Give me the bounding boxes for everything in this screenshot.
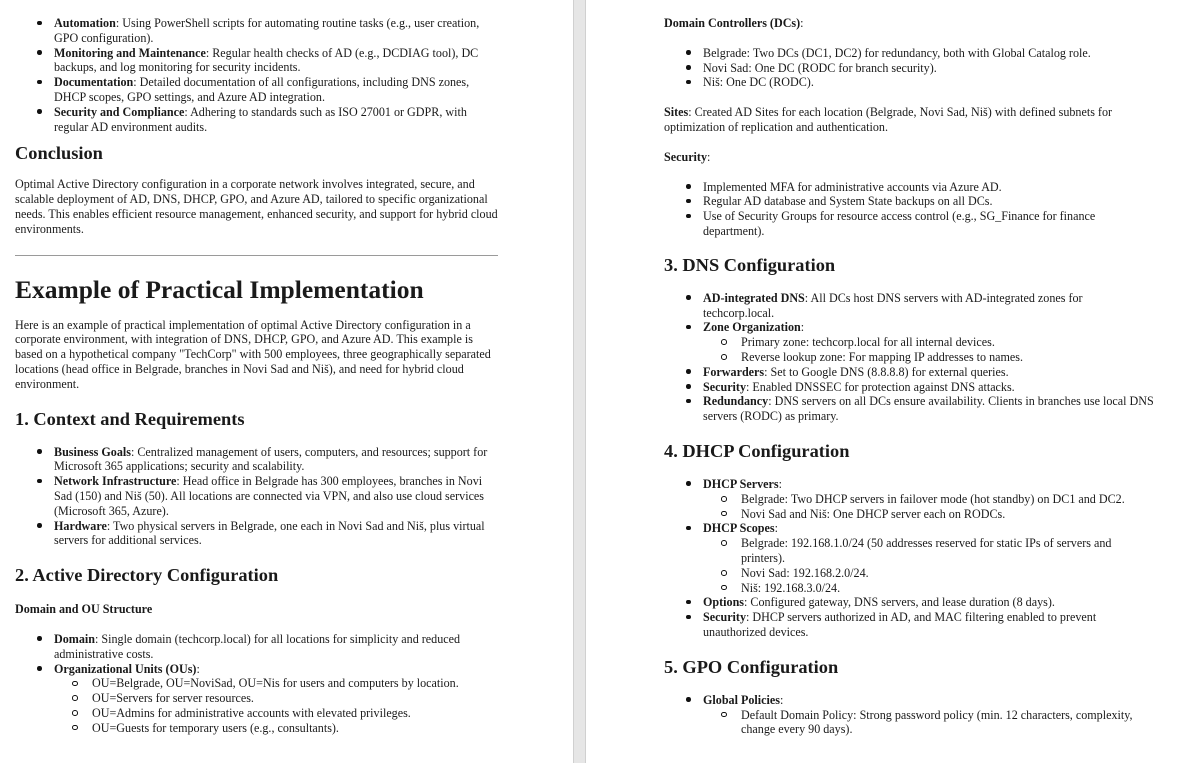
list-item: Options: Configured gateway, DNS servers, and lease duration (8 days).: [664, 595, 1154, 610]
domain-ou-heading: Domain and OU Structure: [15, 602, 153, 617]
list-item: Global Policies: Default Domain Policy: Strong password policy (min. 12 characters, complexity, change every 90 days).: [664, 693, 1154, 737]
list-item: OU=Servers for server resources.: [54, 691, 500, 706]
list-item: AD-integrated DNS: All DCs host DNS servers with AD-integrated zones for techcorp.local.: [664, 291, 1154, 321]
domain-list: [15, 632, 500, 736]
right-page: [664, 0, 1154, 763]
ou-sublist: [54, 676, 500, 735]
sites-paragraph: Sites: Created AD Sites for each location (Belgrade, Novi Sad, Niš) with defined subnets for optimization of replication and authentication.: [664, 105, 1113, 134]
list-item: DHCP Scopes: Belgrade: 192.168.1.0/24 (50 addresses reserved for static IPs of servers and printers). Novi Sad: 192.168.2.0/24. Niš: 192.168.3.0/24.: [664, 521, 1154, 595]
gpo-global-sublist: [703, 708, 1154, 738]
horizontal-rule: [15, 255, 498, 256]
conclusion-text: Optimal Active Directory configuration in a corporate network involves integrated, secure, and scalable deployment of AD, DNS, DHCP, GPO, and Azure AD, tailored to specific organizational needs. This enables efficient resource management, enhanced security, and support for hybrid cloud environments.: [15, 177, 498, 236]
section-4-heading: 4. DHCP Configuration: [664, 440, 850, 461]
domain-controllers-heading: Domain Controllers (DCs):: [664, 16, 804, 30]
list-item: Novi Sad and Niš: One DHCP server each on RODCs.: [703, 507, 1154, 522]
list-item: Use of Security Groups for resource access control (e.g., SG_Finance for finance department).: [664, 209, 1154, 239]
list-item: Network Infrastructure: Head office in Belgrade has 300 employees, branches in Novi Sad (150) and Niš (50). All locations are connected via VPN, and also use cloud services (Microsoft 365, Azure).: [15, 474, 500, 518]
list-item: Default Domain Policy: Strong password policy (min. 12 characters, complexity, change every 90 days).: [703, 708, 1154, 738]
security-label: Security:: [664, 149, 711, 164]
list-item: OU=Admins for administrative accounts with elevated privileges.: [54, 706, 500, 721]
list-item: Niš: One DC (RODC).: [664, 75, 1154, 90]
security-list: [664, 180, 1154, 239]
list-item: Reverse lookup zone: For mapping IP addresses to names.: [703, 350, 1154, 365]
left-page: [15, 0, 500, 763]
list-item: Niš: 192.168.3.0/24.: [703, 581, 1154, 596]
list-item: Implemented MFA for administrative accounts via Azure AD.: [664, 180, 1154, 195]
list-item: Belgrade: 192.168.1.0/24 (50 addresses reserved for static IPs of servers and printers).: [703, 536, 1154, 566]
requirements-list: [15, 445, 500, 549]
gpo-list: [664, 693, 1154, 737]
list-item: Business Goals: Centralized management of users, computers, and resources; support for Microsoft 365 applications; security and scalability.: [15, 445, 500, 475]
dhcp-scopes-sublist: [703, 536, 1154, 595]
list-item: Forwarders: Set to Google DNS (8.8.8.8) for external queries.: [664, 365, 1154, 380]
list-item: Monitoring and Maintenance: Regular health checks of AD (e.g., DCDIAG tool), DC backups, and log monitoring for security incidents.: [15, 46, 500, 76]
list-item: Novi Sad: One DC (RODC for branch security).: [664, 61, 1154, 76]
list-item: Zone Organization: Primary zone: techcorp.local for all internal devices. Reverse lookup zone: For mapping IP addresses to names.: [664, 320, 1154, 364]
list-item: Belgrade: Two DCs (DC1, DC2) for redundancy, both with Global Catalog role.: [664, 46, 1154, 61]
section-2-heading: 2. Active Directory Configuration: [15, 565, 279, 586]
list-item: Organizational Units (OUs): OU=Belgrade, OU=NoviSad, OU=Nis for users and computers by location. OU=Servers for server resources. OU=Admins for administrative accounts with elevated privileges. OU=Guests for temporary users (e.g., consultants).: [15, 662, 500, 736]
dhcp-servers-sublist: [703, 492, 1154, 522]
list-item: Novi Sad: 192.168.2.0/24.: [703, 566, 1154, 581]
section-5-heading: 5. GPO Configuration: [664, 656, 839, 677]
section-1-heading: 1. Context and Requirements: [15, 408, 245, 429]
conclusion-heading: Conclusion: [15, 143, 103, 164]
zone-sublist: [703, 335, 1154, 365]
list-item: Primary zone: techcorp.local for all internal devices.: [703, 335, 1154, 350]
list-item: Hardware: Two physical servers in Belgrade, one each in Novi Sad and Niš, plus virtual servers for additional services.: [15, 519, 500, 549]
list-item: Automation: Using PowerShell scripts for automating routine tasks (e.g., user creation, GPO configuration).: [15, 16, 500, 46]
section-3-heading: 3. DNS Configuration: [664, 254, 836, 275]
list-item: Security: DHCP servers authorized in AD, and MAC filtering enabled to prevent unauthorized devices.: [664, 610, 1154, 640]
dns-list: [664, 291, 1154, 424]
list-item: Regular AD database and System State backups on all DCs.: [664, 194, 1154, 209]
list-item: Redundancy: DNS servers on all DCs ensure availability. Clients in branches use local DNS servers (RODC) as primary.: [664, 394, 1154, 424]
list-item: DHCP Servers: Belgrade: Two DHCP servers in failover mode (hot standby) on DC1 and DC2. Novi Sad and Niš: One DHCP server each on RODCs.: [664, 477, 1154, 521]
list-item: OU=Belgrade, OU=NoviSad, OU=Nis for users and computers by location.: [54, 676, 500, 691]
list-item: Domain: Single domain (techcorp.local) for all locations for simplicity and reduced administrative costs.: [15, 632, 500, 662]
dc-list: [664, 46, 1154, 90]
list-item: Security: Enabled DNSSEC for protection against DNS attacks.: [664, 380, 1154, 395]
page-gap: [573, 0, 586, 763]
dhcp-list: [664, 477, 1154, 640]
list-item: Security and Compliance: Adhering to standards such as ISO 27001 or GDPR, with regular AD environment audits.: [15, 105, 500, 135]
example-heading: Example of Practical Implementation: [15, 274, 424, 304]
list-item: OU=Guests for temporary users (e.g., consultants).: [54, 721, 500, 736]
list-item: Belgrade: Two DHCP servers in failover mode (hot standby) on DC1 and DC2.: [703, 492, 1154, 507]
list-item: Documentation: Detailed documentation of all configurations, including DNS zones, DHCP scopes, GPO settings, and Azure AD integration.: [15, 75, 500, 105]
top-bullet-list: [15, 16, 500, 134]
example-intro: Here is an example of practical implementation of optimal Active Directory configuration in a corporate environment, with integration of DNS, DHCP, GPO, and Azure AD. This example is based on a hypothetical company "TechCorp" with 500 employees, three geographically separated locations (head office in Belgrade, branches in Novi Sad and Niš), and need for hybrid cloud environment.: [15, 317, 491, 391]
